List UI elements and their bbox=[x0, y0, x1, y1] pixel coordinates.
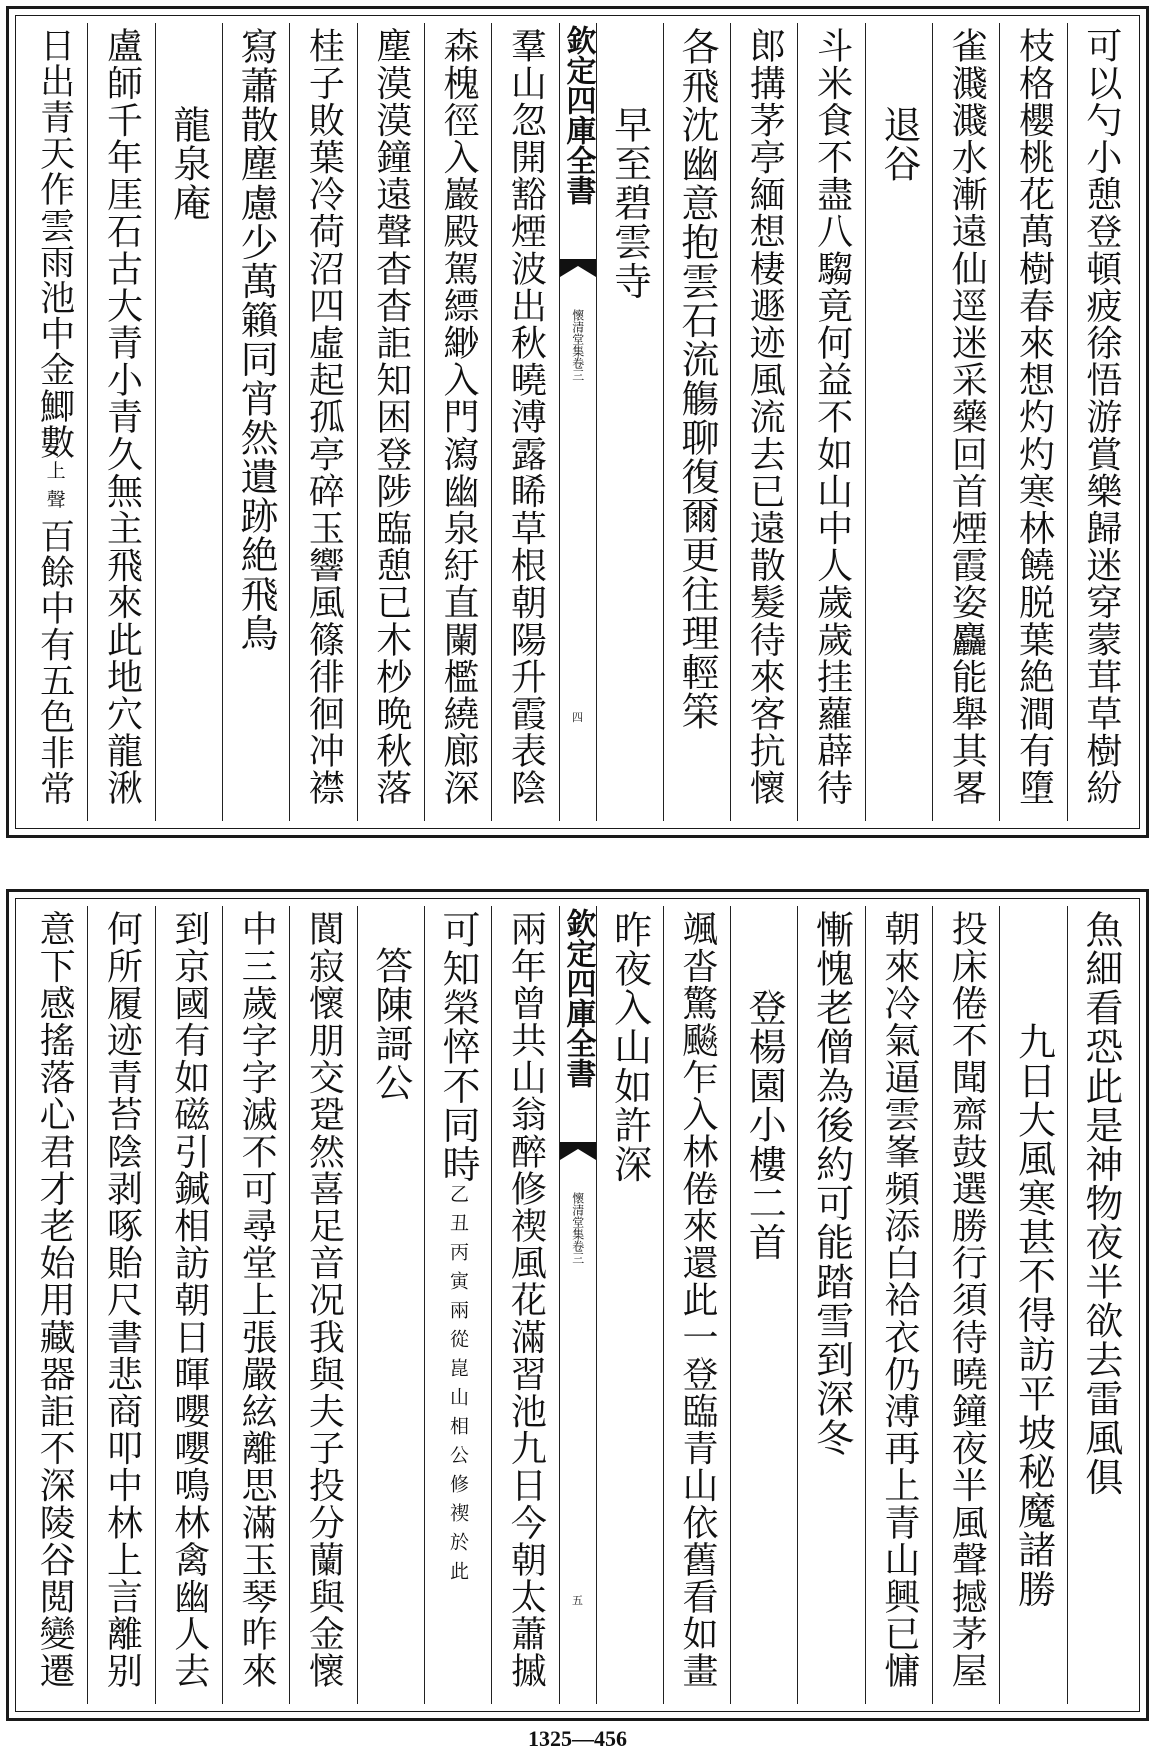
page-bottom bbox=[6, 889, 1149, 1721]
column-text: 朝來冷氣逼雲峯頻添白袷衣仍溥再上青山興已慵 bbox=[878, 910, 920, 1690]
interlinear-note: 上聲 bbox=[43, 460, 66, 519]
text-column bbox=[88, 906, 155, 1704]
text-column bbox=[21, 23, 88, 821]
column-text: 森槐徑入巖殿駕縹緲入門瀉幽泉紆直闌檻繞廊深 bbox=[438, 27, 480, 807]
text-column bbox=[21, 906, 88, 1704]
poem-title: 早至碧雲寺 bbox=[607, 105, 652, 301]
poem-title-column bbox=[597, 23, 664, 821]
poem-title-column bbox=[866, 23, 933, 821]
volume-label: 卷三 bbox=[570, 357, 585, 381]
text-column bbox=[1000, 23, 1067, 821]
center-fold-column bbox=[560, 23, 597, 821]
column-text: 閬寂懷朋交跫然喜足音况我與夫子投分蘭與金懷 bbox=[303, 910, 345, 1690]
poem-title-column bbox=[1000, 906, 1067, 1704]
text-column bbox=[425, 23, 492, 821]
text-column bbox=[223, 23, 290, 821]
folio-number: 四 bbox=[572, 711, 583, 724]
poem-title: 九日大風寒甚不得訪平坡秘魔諸勝 bbox=[1011, 1022, 1056, 1609]
column-text: 意下感搖落心君才老始用藏器詎不深陵谷閲變遷 bbox=[34, 910, 76, 1690]
poem-title: 退谷 bbox=[876, 105, 921, 184]
text-column bbox=[731, 23, 798, 821]
text-column bbox=[290, 23, 357, 821]
column-text: 可以勺小憩登頓疲徐悟游賞樂歸迷穿蒙茸草樹紛 bbox=[1080, 27, 1122, 807]
text-column bbox=[492, 906, 559, 1704]
column-text: 兩年曾共山翁醉修禊風花滿習池九日今朝太蕭摵 bbox=[505, 910, 547, 1690]
book-title: 懷清堂集 bbox=[570, 1192, 585, 1240]
column-text: 寫蕭散塵慮少萬籟同宵然遺跡絶飛鳥 bbox=[234, 27, 279, 653]
poem-title: 龍泉庵 bbox=[166, 105, 211, 223]
text-column bbox=[1068, 23, 1134, 821]
column-text: 雀濺濺水漸遠仙逕迷采藥回首煙霞姿麤能舉其畧 bbox=[946, 27, 988, 807]
column-text: 魚細看恐此是神物夜半欲去雷風俱 bbox=[1078, 910, 1123, 1497]
text-column bbox=[798, 906, 865, 1704]
text-column bbox=[1068, 906, 1134, 1704]
column-text: 到京國有如磁引鍼相訪朝日暉嚶嚶鳴林禽幽人去 bbox=[168, 910, 210, 1690]
text-column bbox=[597, 906, 664, 1704]
poem-title-column bbox=[731, 906, 798, 1704]
text-column bbox=[88, 23, 155, 821]
column-text: 中三歲字字滅不可尋堂上張嚴絃離思滿玉琴昨來 bbox=[236, 910, 278, 1690]
column-text: 昨夜入山如許深 bbox=[607, 910, 652, 1184]
text-column bbox=[866, 906, 933, 1704]
interlinear-note: 乙丑丙寅兩從崑山相公修禊於此 bbox=[447, 1183, 470, 1590]
book-volume-label bbox=[571, 309, 584, 381]
book-title: 懷清堂集 bbox=[570, 309, 585, 357]
column-text: 慚愧老僧為後約可能踏雪到深冬 bbox=[809, 910, 854, 1458]
column-area bbox=[21, 23, 1134, 821]
column-text: 桂子敗葉冷荷沼四虛起孤亭碎玉響風篠徘徊冲襟 bbox=[303, 27, 345, 807]
column-text: 羣山忽開豁煙波出秋曉溥露睎草根朝陽升霞表陰 bbox=[505, 27, 547, 807]
text-column bbox=[664, 23, 731, 821]
text-column bbox=[425, 906, 492, 1704]
column-area bbox=[21, 906, 1134, 1704]
poem-title-column bbox=[156, 23, 223, 821]
page-code: 1325—456 bbox=[528, 1726, 627, 1751]
column-text: 投床倦不聞齋鼓選勝行須待曉鐘夜半風聲撼茅屋 bbox=[946, 910, 988, 1690]
column-text: 枝格櫻桃花萬樹春來想灼灼寒林饒脱葉絶澗有墮 bbox=[1013, 27, 1055, 807]
fishtail-mark-icon bbox=[560, 1142, 596, 1160]
book-volume-label bbox=[571, 1192, 584, 1264]
column-text: 斗米食不盡八騶竟何益不如山中人歲歲挂蘿薜待 bbox=[811, 27, 853, 807]
text-column bbox=[933, 906, 1000, 1704]
text-column bbox=[798, 23, 865, 821]
center-fold-column bbox=[560, 906, 597, 1704]
column-text: 颯沓驚飈乍入林倦來還此一登臨青山依舊看如畫 bbox=[676, 910, 718, 1690]
column-text: 盧師千年厓石古大青小青久無主飛來此地穴龍湫 bbox=[101, 27, 143, 807]
text-column bbox=[156, 906, 223, 1704]
poem-title-column bbox=[358, 906, 425, 1704]
text-column bbox=[358, 23, 425, 821]
text-column bbox=[223, 906, 290, 1704]
fishtail-mark-icon bbox=[560, 259, 596, 277]
text-column bbox=[290, 906, 357, 1704]
poem-title: 登楊園小樓二首 bbox=[742, 988, 787, 1262]
volume-label: 卷三 bbox=[570, 1240, 585, 1264]
running-title: 欽定四庫全書 bbox=[560, 25, 596, 205]
poem-title: 答陳謌公 bbox=[368, 946, 413, 1103]
text-column bbox=[933, 23, 1000, 821]
running-title: 欽定四庫全書 bbox=[560, 908, 596, 1088]
column-text: 各飛沈幽意抱雲石流觴聊復爾更往理輕筞 bbox=[674, 27, 719, 731]
column-text-main: 可知榮悴不同時 bbox=[436, 910, 481, 1184]
column-text: 塵漠漠鐘遠聲杳杳詎知困登陟臨憩已木杪晩秋落 bbox=[370, 27, 412, 807]
column-text-rest: 百餘中有五色非常 bbox=[34, 518, 75, 808]
folio-number: 五 bbox=[572, 1594, 583, 1607]
column-text bbox=[34, 27, 75, 808]
page-top bbox=[6, 6, 1149, 838]
column-text-main: 日出青天作雲雨池中金鯽數 bbox=[34, 27, 75, 461]
text-column bbox=[664, 906, 731, 1704]
column-text: 郎搆茅亭緬想棲遯迹風流去已遠散髮待來客抗懷 bbox=[744, 27, 786, 807]
column-text: 何所履迹青苔陰剥啄貽尺書悲商叩中林上言離别 bbox=[101, 910, 143, 1690]
text-column bbox=[492, 23, 559, 821]
column-text bbox=[436, 910, 481, 1590]
